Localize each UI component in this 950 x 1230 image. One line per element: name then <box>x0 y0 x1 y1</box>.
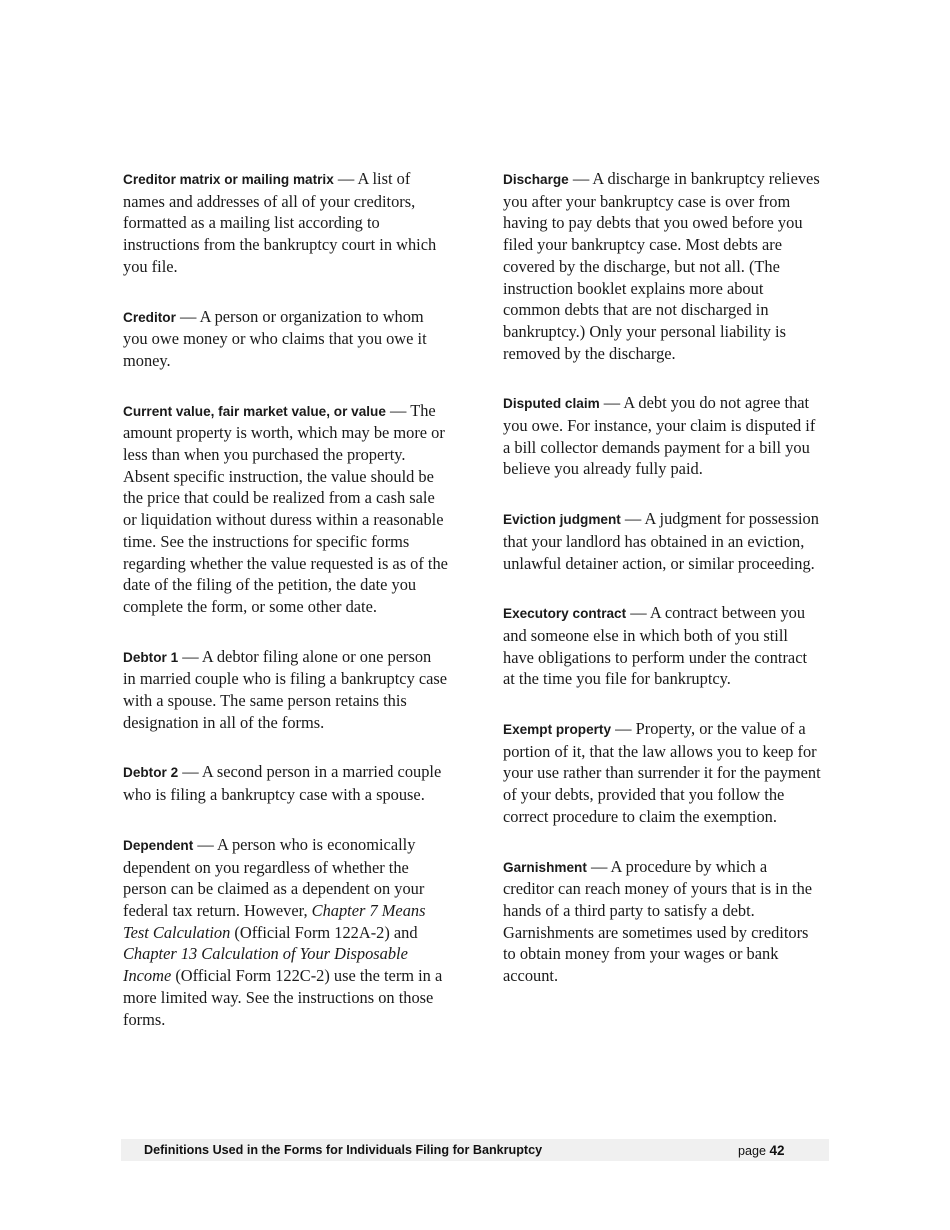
footer-title: Definitions Used in the Forms for Individuals Filing for Bankruptcy <box>144 1143 543 1157</box>
page-footer <box>121 1139 829 1161</box>
definition-text: A person or organization to whom you owe money or who claims that you owe it money. <box>123 306 427 370</box>
right-column <box>503 168 821 1015</box>
definition-text: A procedure by which a creditor can reach money of yours that is in the hands of a third party to satisfy a debt. Garnishments are sometimes used by creditors to obtain money from your wages or bank account. <box>503 856 813 986</box>
em-dash-separator: — <box>626 603 650 623</box>
definition-entry <box>123 400 448 618</box>
definition-text: The amount property is worth, which may be more or less than when you purchased the property. Absent specific instruction, the value should be the price that could be realized from a cash sale or liquidation without duress within a reasonable time. See the instructions for specific forms regarding whether the value requested is as of the date of the filing of the petition, the date you complete the form, or some other date. <box>123 400 448 616</box>
definition-entry <box>123 646 448 734</box>
definition-entry <box>123 834 448 1030</box>
em-dash-separator: — <box>586 856 611 876</box>
definition-text: (Official Form 122A-2) and <box>230 922 418 942</box>
definition-term: Current value, fair market value, or value <box>123 403 386 419</box>
definition-term: Creditor <box>123 309 176 325</box>
definition-term: Debtor 1 <box>123 649 179 665</box>
definition-text: A contract between you and someone else in which both of you still have obligations to perform under the contract at the time you file for bankruptcy. <box>503 603 808 689</box>
definition-term: Creditor matrix or mailing matrix <box>123 172 334 187</box>
definition-term: Executory contract <box>503 606 627 622</box>
definition-term: Dependent <box>123 837 194 853</box>
em-dash-separator: — <box>178 646 202 666</box>
footer-page-number <box>738 1143 785 1158</box>
definition-text: A discharge in bankruptcy relieves you after your bankruptcy case is over from having to pay debts that you owed before you filed your bankruptcy case. Most debts are covered by the discharge, but not all. (The instruction booklet explains more about common debts that are not discharged in bankruptcy.) Only your personal liability is removed by the discharge. <box>503 169 820 363</box>
em-dash-separator: — <box>568 169 593 188</box>
definition-entry <box>503 168 821 364</box>
definition-text: A debtor filing alone or one person in married couple who is filing a bankruptcy case with a spouse. The same person retains this designation in all of the forms. <box>123 646 448 732</box>
definition-text: A second person in a married couple who is filing a bankruptcy case with a spouse. <box>123 762 442 805</box>
definition-entry <box>503 602 821 690</box>
em-dash-separator: — <box>175 306 200 326</box>
definition-form-title: Chapter 13 Calculation of Your Disposable Income <box>123 944 408 986</box>
page-number: 42 <box>769 1143 785 1158</box>
em-dash-separator: — <box>385 400 411 420</box>
em-dash-separator: — <box>611 719 636 739</box>
definition-entry <box>123 168 448 278</box>
definition-entry <box>503 392 821 480</box>
definition-text: A person who is economically dependent on you regardless of whether the person can be claimed as a dependent on your federal tax return. However, <box>123 834 425 920</box>
definition-entry <box>123 761 448 805</box>
definition-term: Discharge <box>503 172 569 187</box>
definition-term: Debtor 2 <box>123 765 179 781</box>
definition-text: A debt you do not agree that you owe. For instance, your claim is disputed if a bill collector demands payment for a bill you believe you already fully paid. <box>503 393 816 479</box>
definition-term: Disputed claim <box>503 396 600 412</box>
definition-entry <box>123 306 448 372</box>
em-dash-separator: — <box>599 393 624 413</box>
page-label: page <box>738 1144 770 1158</box>
definition-term: Exempt property <box>503 722 612 738</box>
definition-entry <box>503 718 821 828</box>
em-dash-separator: — <box>333 169 358 188</box>
definition-text: A list of names and addresses of all of your creditors, formatted as a mailing list according to instructions from the bankruptcy court in which you file. <box>123 169 437 276</box>
definition-text: A judgment for possession that your landlord has obtained in an eviction, unlawful detainer action, or similar proceeding. <box>503 509 819 573</box>
em-dash-separator: — <box>178 762 202 782</box>
em-dash-separator: — <box>193 834 217 854</box>
definition-entry <box>503 508 821 574</box>
definition-term: Eviction judgment <box>503 512 621 528</box>
definition-term: Garnishment <box>503 859 587 875</box>
definition-text: Property, or the value of a portion of it, that the law allows you to keep for your use rather than surrender it for the payment of your debts, provided that you follow the correct procedure to claim the exemption. <box>503 719 821 826</box>
definition-form-title: Chapter 7 Means Test Calculation <box>123 900 426 942</box>
definition-text: (Official Form 122C-2) use the term in a more limited way. See the instructions on those forms. <box>123 966 443 1029</box>
left-column <box>123 168 448 1058</box>
definition-entry <box>503 856 821 987</box>
em-dash-separator: — <box>620 509 645 529</box>
